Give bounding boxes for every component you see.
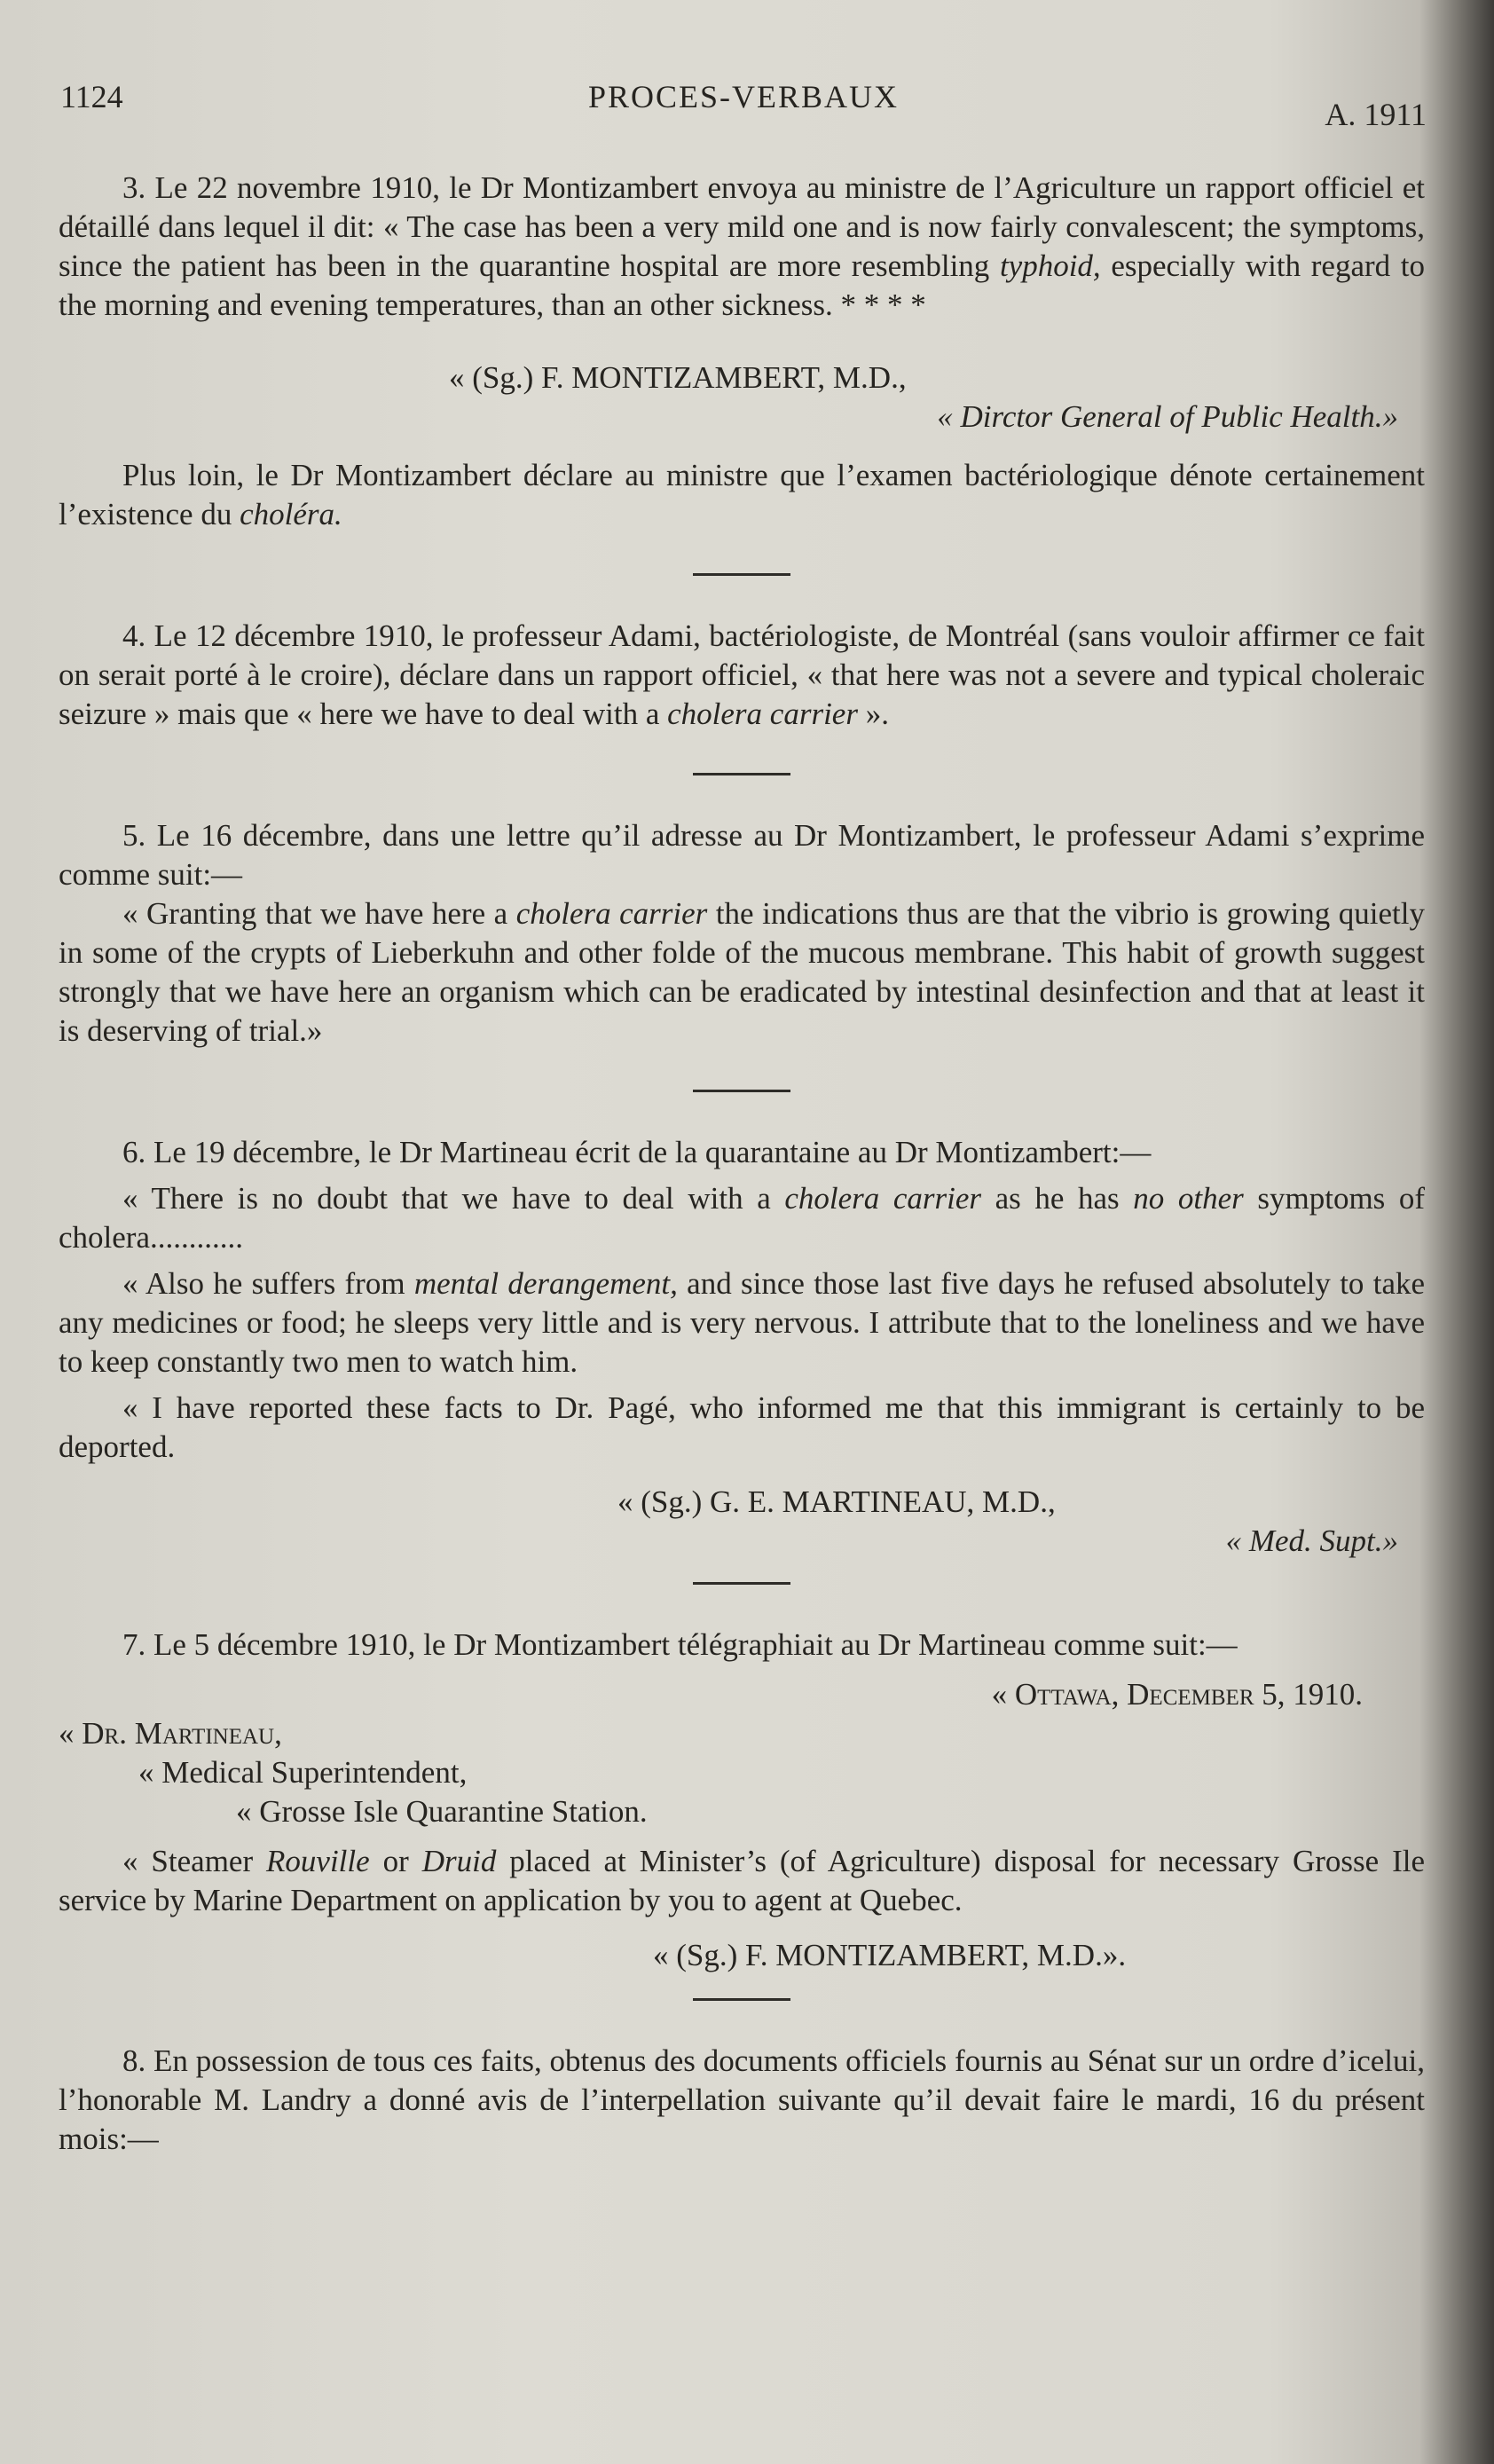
page-number: 1124 bbox=[60, 79, 123, 114]
section-4-paragraph: 4. Le 12 décembre 1910, le professeur Adami, bactériologiste, de Montréal (sans vouloir affirmer ce fait on serait porté à le croire), déclare dans un rapport officiel, « that here was not a severe and typical choleraic seizure » mais que « here we have to deal with a cholera carrier ». bbox=[59, 618, 1425, 731]
section-6-signature-title: « Med. Supt.» bbox=[1225, 1523, 1398, 1558]
section-divider bbox=[693, 573, 790, 576]
section-5-paragraph: 5. Le 16 décembre, dans une lettre qu’il adresse au Dr Montizambert, le professeur Adami s’exprime comme suit:— bbox=[59, 818, 1425, 892]
section-3-paragraph-2: Plus loin, le Dr Montizambert déclare au ministre que l’examen bactériologique dénote certainement l’existence du choléra. bbox=[59, 458, 1425, 531]
section-divider bbox=[693, 1998, 790, 2001]
section-6-quote-1: « There is no doubt that we have to deal with a cholera carrier as he has no other symptoms of cholera............ bbox=[59, 1181, 1426, 1255]
telegram-addressee: « Dr. Martineau, bbox=[59, 1716, 282, 1751]
section-8-paragraph: 8. En possession de tous ces faits, obtenus des documents officiels fournis au Sénat sur un ordre d’icelui, l’honorable M. Landry a donné avis de l’interpellation suivante qu’il devait faire le mardi, 16 du présent mois:— bbox=[59, 2043, 1425, 2156]
page-header bbox=[60, 78, 1427, 131]
section-6-paragraph: 6. Le 19 décembre, le Dr Martineau écrit de la quarantaine au Dr Montizambert:— bbox=[122, 1135, 1152, 1169]
section-3-signature: « (Sg.) F. MONTIZAMBERT, M.D., bbox=[449, 360, 907, 395]
telegram-body: « Steamer Rouville or Druid placed at Minister’s (of Agriculture) disposal for necessary Grosse Ile service by Marine Department on application by you to agent at Quebec. bbox=[59, 1844, 1426, 1917]
section-3-signature-title: « Dirctor General of Public Health.» bbox=[937, 399, 1398, 434]
section-7-signature: « (Sg.) F. MONTIZAMBERT, M.D.». bbox=[653, 1938, 1127, 1972]
section-divider bbox=[693, 773, 790, 775]
section-6-quote-3: « I have reported these facts to Dr. Pagé, who informed me that this immigrant is certainly to be deported. bbox=[59, 1390, 1425, 1464]
telegram-addressee-station: « Grosse Isle Quarantine Station. bbox=[236, 1794, 648, 1829]
telegram-date: « Ottawa, December 5, 1910. bbox=[991, 1677, 1363, 1712]
telegram-addressee-title: « Medical Superintendent, bbox=[138, 1755, 468, 1790]
page-title: PROCES-VERBAUX bbox=[587, 79, 900, 114]
section-5-quote: « Granting that we have here a cholera carrier the indications thus are that the vibrio is growing quietly in some of the crypts of Lieberkuhn and other folde of the mucous membrane. This habit of growth suggest strongly that we have here an organism which can be eradicated by intestinal desinfection and that at least it is deserving of trial.» bbox=[59, 896, 1425, 1048]
section-divider bbox=[693, 1582, 790, 1585]
page-year: A. 1911 bbox=[1325, 97, 1427, 132]
section-6-quote-2: « Also he suffers from mental derangement, and since those last five days he refused absolutely to take any medicines or food; he sleeps very little and is very nervous. I attribute that to the loneliness and we have to keep constantly two men to watch him. bbox=[59, 1266, 1426, 1379]
page-content bbox=[59, 169, 1425, 2159]
section-6-signature: « (Sg.) G. E. MARTINEAU, M.D., bbox=[617, 1484, 1056, 1519]
section-7-paragraph: 7. Le 5 décembre 1910, le Dr Montizambert télégraphiait au Dr Martineau comme suit:— bbox=[122, 1627, 1238, 1662]
section-divider bbox=[693, 1090, 790, 1092]
section-3-paragraph: 3. Le 22 novembre 1910, le Dr Montizambert envoya au ministre de l’Agriculture un rapport officiel et détaillé dans lequel il dit: « The case has been a very mild one and is now fairly convalescent; the symptoms, since the patient has been in the quarantine hospital are more resembling typhoid, especially with regard to the morning and evening temperatures, than an other sickness. * * * * bbox=[59, 170, 1425, 322]
